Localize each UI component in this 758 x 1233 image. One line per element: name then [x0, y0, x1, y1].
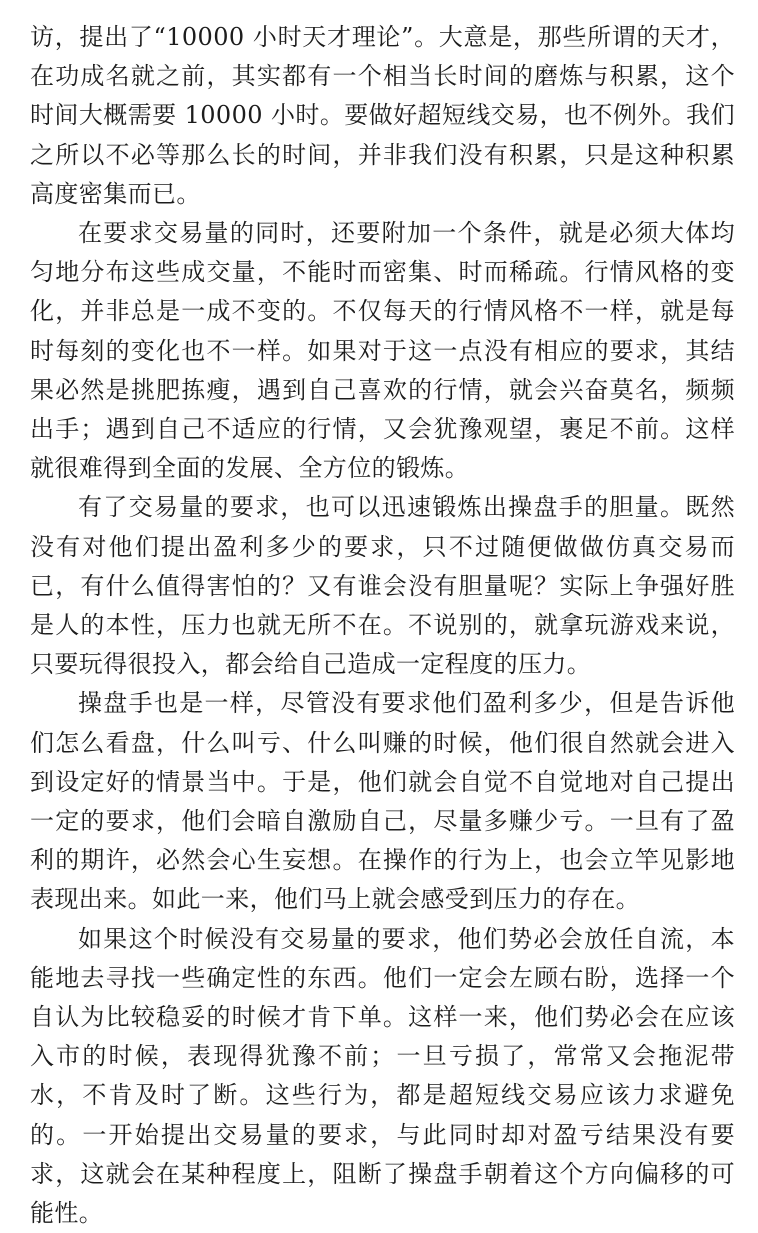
book-page: [30, 18, 735, 1233]
paragraph-trade-volume-distribution: 在要求交易量的同时，还要附加一个条件，就是必须大体均匀地分布这些成交量，不能时而密集、时而稀疏。行情风格的变化，并非总是一成不变的。不仅每天的行情风格不一样，就是每时每刻的变化也不一样。如果对于这一点没有相应的要求，其结果必然是挑肥拣瘦，遇到自己喜欢的行情，就会兴奋莫名，频频出手；遇到自己不适应的行情，又会犹豫观望，裹足不前。这样就很难得到全面的发展、全方位的锻炼。: [30, 219, 735, 483]
paragraph-conclusion: 如果这个时候没有交易量的要求，他们势必会放任自流，本能地去寻找一些确定性的东西。他们一定会左顾右盼，选择一个自认为比较稳妥的时候才肯下单。这样一来，他们势必会在应该入市的时候，表现得犹豫不前；一旦亏损了，常常又会拖泥带水，不肯及时了断。这些行为，都是超短线交易应该力求避免的。一开始提出交易量的要求，与此同时却对盈亏结果没有要求，这就会在某种程度上，阻断了操盘手朝着这个方向偏移的可能性。: [30, 924, 735, 1228]
paragraph-pressure: 操盘手也是一样，尽管没有要求他们盈利多少，但是告诉他们怎么看盘，什么叫亏、什么叫赚的时候，他们很自然就会进入到设定好的情景当中。于是，他们就会自觉不自觉地对自己提出一定的要求，他们会暗自激励自己，尽量多赚少亏。一旦有了盈利的期许，必然会心生妄想。在操作的行为上，也会立竿见影地表现出来。如此一来，他们马上就会感受到压力的存在。: [30, 689, 735, 914]
paragraph-continued: 访，提出了“10000 小时天才理论”。大意是，那些所谓的天才，在功成名就之前，其实都有一个相当长时间的磨炼与积累，这个时间大概需要 10000 小时。要做好超短线交易，也不例外。我们之所以不必等那么长的时间，并非我们没有积累，只是这种积累高度密集而已。: [30, 23, 735, 208]
paragraph-courage: 有了交易量的要求，也可以迅速锻炼出操盘手的胆量。既然没有对他们提出盈利多少的要求，只不过随便做做仿真交易而已，有什么值得害怕的？又有谁会没有胆量呢？实际上争强好胜是人的本性，压力也就无所不在。不说别的，就拿玩游戏来说，只要玩得很投入，都会给自己造成一定程度的压力。: [30, 493, 735, 679]
